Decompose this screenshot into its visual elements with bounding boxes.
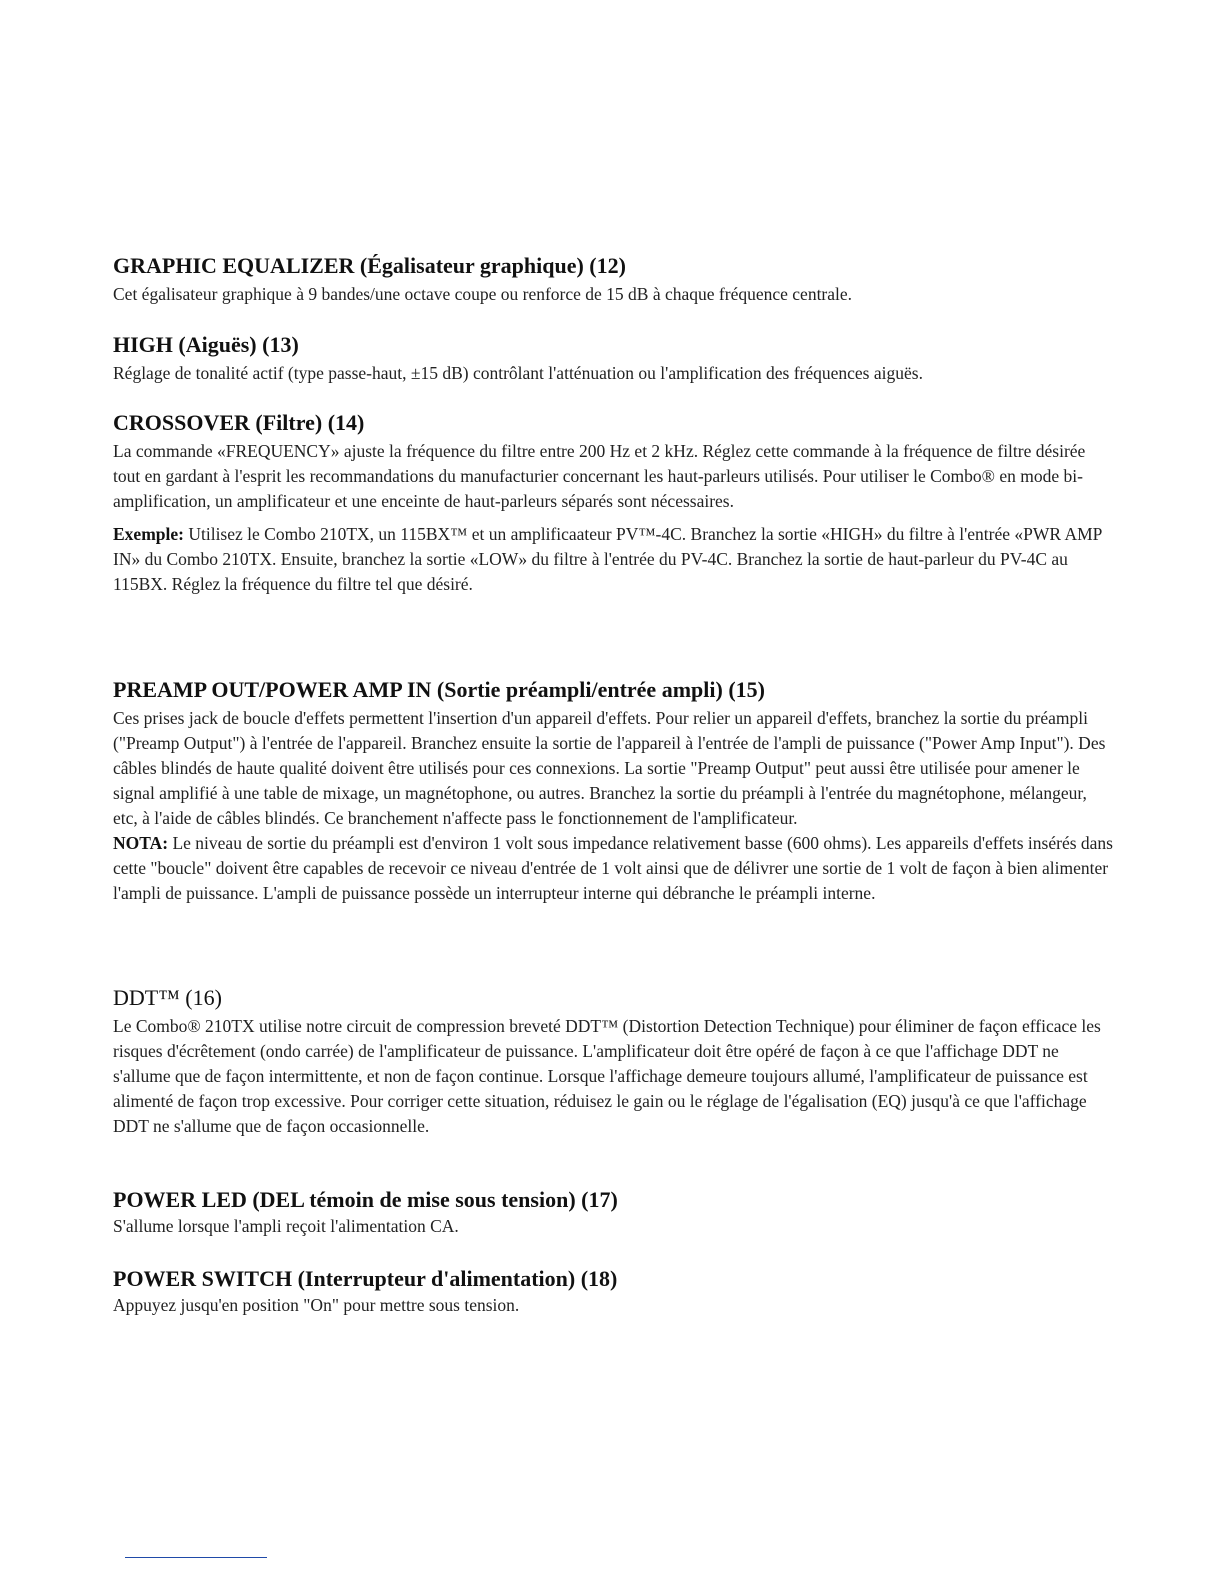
section-ddt xyxy=(113,984,1113,1139)
section-paragraph: Appuyez jusqu'en position "On" pour mettre sous tension. xyxy=(113,1295,520,1315)
nota-paragraph xyxy=(113,831,1113,906)
section-heading: POWER LED (DEL témoin de mise sous tension) (17) xyxy=(113,1187,618,1212)
section-power-led xyxy=(113,1186,1113,1239)
section-paragraph: Réglage de tonalité actif (type passe-haut, ±15 dB) contrôlant l'atténuation ou l'amplification des fréquences aiguës. xyxy=(113,363,923,383)
example-paragraph xyxy=(113,522,1113,597)
section-paragraph: La commande «FREQUENCY» ajuste la fréquence du filtre entre 200 Hz et 2 kHz. Réglez cette commande à la fréquence de filtre désirée tout en gardant à l'esprit les recommandations du manufacturier concernant les haut-parleurs utilisés. Pour utiliser le Combo® en mode bi-amplification, un amplificateur et une enceinte de haut-parleurs séparés sont nécessaires. xyxy=(113,441,1086,511)
section-high xyxy=(113,331,1113,386)
section-paragraph: S'allume lorsque l'ampli reçoit l'alimentation CA. xyxy=(113,1216,459,1236)
section-heading: DDT™ (16) xyxy=(113,985,222,1010)
section-heading: GRAPHIC EQUALIZER (Égalisateur graphique) (12) xyxy=(113,253,626,278)
section-paragraph: Le Combo® 210TX utilise notre circuit de compression breveté DDT™ (Distortion Detection Technique) pour éliminer de façon efficace les risques d'écrêtement (ondo carrée) de l'amplificateur de puissance. L'amplificateur doit être opéré de façon à ce que l'affichage DDT ne s'allume que de façon intermittente, et non de façon continue. Lorsque l'affichage demeure toujours allumé, l'amplificateur de puissance est alimenté de façon trop excessive. Pour corriger cette situation, réduisez le gain ou le réglage de l'égalisation (EQ) jusqu'à ce que l'affichage DDT ne s'allume que de façon occasionnelle. xyxy=(113,1016,1101,1136)
nota-label: NOTA: xyxy=(113,833,169,853)
example-label: Exemple: xyxy=(113,524,184,544)
section-heading: POWER SWITCH (Interrupteur d'alimentation) (18) xyxy=(113,1266,618,1291)
section-paragraph: Cet égalisateur graphique à 9 bandes/une octave coupe ou renforce de 15 dB à chaque fréquence centrale. xyxy=(113,284,853,304)
section-paragraph: Ces prises jack de boucle d'effets permettent l'insertion d'un appareil d'effets. Pour relier un appareil d'effets, branchez la sortie du préampli ("Preamp Output") à l'entrée de l'appareil. Branchez ensuite la sortie de l'appareil à l'entrée de l'ampli de puissance ("Power Amp Input"). Des câbles blindés de haute qualité doivent être utilisés pour ces connexions. La sortie "Preamp Output" peut aussi être utilisée pour amener le signal amplifié à une table de mixage, un magnétophone, ou autres. Branchez la sortie du préampli à l'entrée du magnétophone, mélangeur, etc, à l'aide de câbles blindés. Ce branchement n'affecte pass le fonctionnement de l'amplificateur. xyxy=(113,708,1106,828)
section-crossover xyxy=(113,409,1113,597)
section-preamp-out xyxy=(113,676,1113,906)
section-graphic-equalizer xyxy=(113,252,1113,307)
example-text: Utilisez le Combo 210TX, un 115BX™ et un amplificaateur PV™-4C. Branchez la sortie «HIGH» du filtre à l'entrée «PWR AMP IN» du Combo 210TX. Ensuite, branchez la sortie «LOW» du filtre à l'entrée du PV-4C. Branchez la sortie de haut-parleur du PV-4C au 115BX. Réglez la fréquence du filtre tel que désiré. xyxy=(113,524,1102,594)
footer-divider xyxy=(125,1557,267,1558)
section-power-switch xyxy=(113,1265,1113,1318)
section-heading: HIGH (Aiguës) (13) xyxy=(113,332,299,357)
nota-text: Le niveau de sortie du préampli est d'environ 1 volt sous impedance relativement basse (600 ohms). Les appareils d'effets insérés dans cette "boucle" doivent être capables de recevoir ce niveau d'entrée de 1 volt ainsi que de délivrer une sortie de 1 volt de façon à bien alimenter l'ampli de puissance. L'ampli de puissance possède un interrupteur interne qui débranche le préampli interne. xyxy=(113,833,1113,903)
section-heading: CROSSOVER (Filtre) (14) xyxy=(113,410,365,435)
section-heading: PREAMP OUT/POWER AMP IN (Sortie préampli/entrée ampli) (15) xyxy=(113,677,765,702)
